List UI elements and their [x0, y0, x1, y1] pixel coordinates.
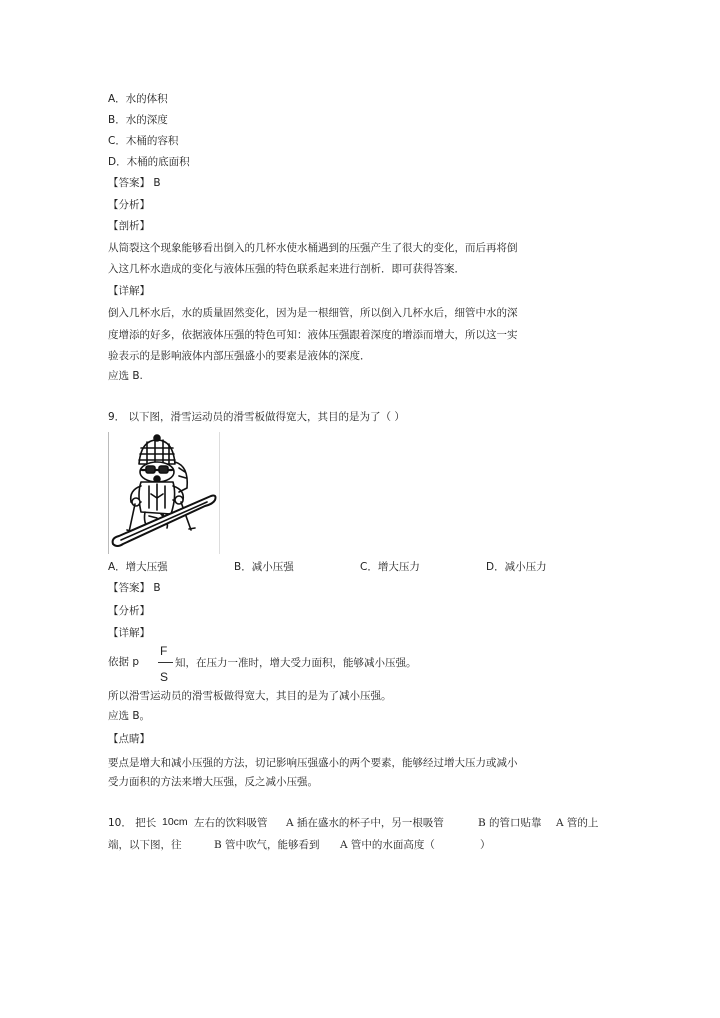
fraction-bar [158, 662, 173, 663]
q9-formula-prefix: 依据 p [108, 656, 140, 668]
q9-formula-suffix: 知，在压力一准时，增大受力面积，能够减小压强。 [175, 657, 417, 669]
q8-choose: 应选 B. [108, 370, 143, 382]
q9-conclusion: 所以滑雪运动员的滑雪板做得宽大，其目的是为了减小压强。 [108, 690, 392, 702]
q8-dissect-heading: 【剖析】 [108, 220, 150, 232]
q9-answer: 【答案】 B [108, 582, 161, 594]
q8-explanation-line-3: 验表示的是影响液体内部压强盛小的要素是液体的深度． [108, 350, 371, 362]
q8-answer: 【答案】 B [108, 177, 161, 189]
q10-line1-part1: 10． 把长 [108, 817, 157, 829]
q8-option-c: C．木桶的容积 [108, 135, 179, 147]
q10-line2-part2: B 管中吹气，能够看到 [214, 839, 320, 851]
q9-choose: 应选 B。 [108, 710, 151, 722]
formula-denominator: S [160, 670, 169, 684]
q8-explanation-line-2: 度增添的好多，依据液体压强的特色可知：液体压强跟着深度的增添而增大，所以这一实 [108, 329, 518, 341]
q8-option-a: A．水的体积 [108, 93, 168, 105]
q8-option-d: D．木桶的底面积 [108, 156, 190, 168]
q10-line1-part4: B 的管口贴靠 [478, 817, 542, 829]
q8-dissect-line-2: 入这几杯水造成的变化与液体压强的特色联系起来进行剖析．即可获得答案． [108, 263, 465, 275]
q9-option-a: A．增大压强 [108, 561, 168, 573]
q8-option-b: B．水的深度 [108, 114, 168, 126]
q8-explanation-line-1: 倒入几杯水后，水的质量固然变化，因为是一根细管，所以倒入几杯水后，细管中水的深 [108, 307, 518, 319]
q9-option-d: D．减小压力 [486, 561, 547, 573]
q10-line2-part4: ） [480, 839, 491, 851]
q9-question: 9． 以下图，滑雪运动员的滑雪板做得宽大，其目的是为了（ ） [108, 411, 405, 423]
q9-option-b: B．减小压强 [234, 561, 294, 573]
q9-explanation-heading: 【详解】 [108, 627, 150, 639]
skier-drawing [109, 432, 219, 554]
q9-analysis-heading: 【分析】 [108, 605, 150, 617]
q10-line1-part3: A 插在盛水的杯子中，另一根吸管 [286, 817, 444, 829]
skier-illustration [108, 432, 220, 554]
q9-tip-heading: 【点睛】 [108, 733, 150, 745]
q10-line1-part5: A 管的上 [556, 817, 599, 829]
q9-tip-line-1: 要点是增大和减小压强的方法，切记影响压强盛小的两个要素，能够经过增大压力或减小 [108, 757, 518, 769]
q10-line2-part1: 端，以下图，往 [108, 839, 182, 851]
q9-tip-line-2: 受力面积的方法来增大压强，反之减小压强。 [108, 776, 318, 788]
q10-line1-part2: 左右的饮料吸管 [194, 817, 268, 829]
q10-line2-part3: A 管中的水面高度（ [340, 839, 435, 851]
q9-option-c: C．增大压力 [360, 561, 420, 573]
q8-dissect-line-1: 从筒裂这个现象能够看出倒入的几杯水使水桶遇到的压强产生了很大的变化，而后再将倒 [108, 242, 518, 254]
formula-numerator: F [160, 644, 168, 658]
q8-explanation-heading: 【详解】 [108, 285, 150, 297]
q8-analysis-heading: 【分析】 [108, 199, 150, 211]
q10-line1-length: 10cm [162, 816, 188, 828]
